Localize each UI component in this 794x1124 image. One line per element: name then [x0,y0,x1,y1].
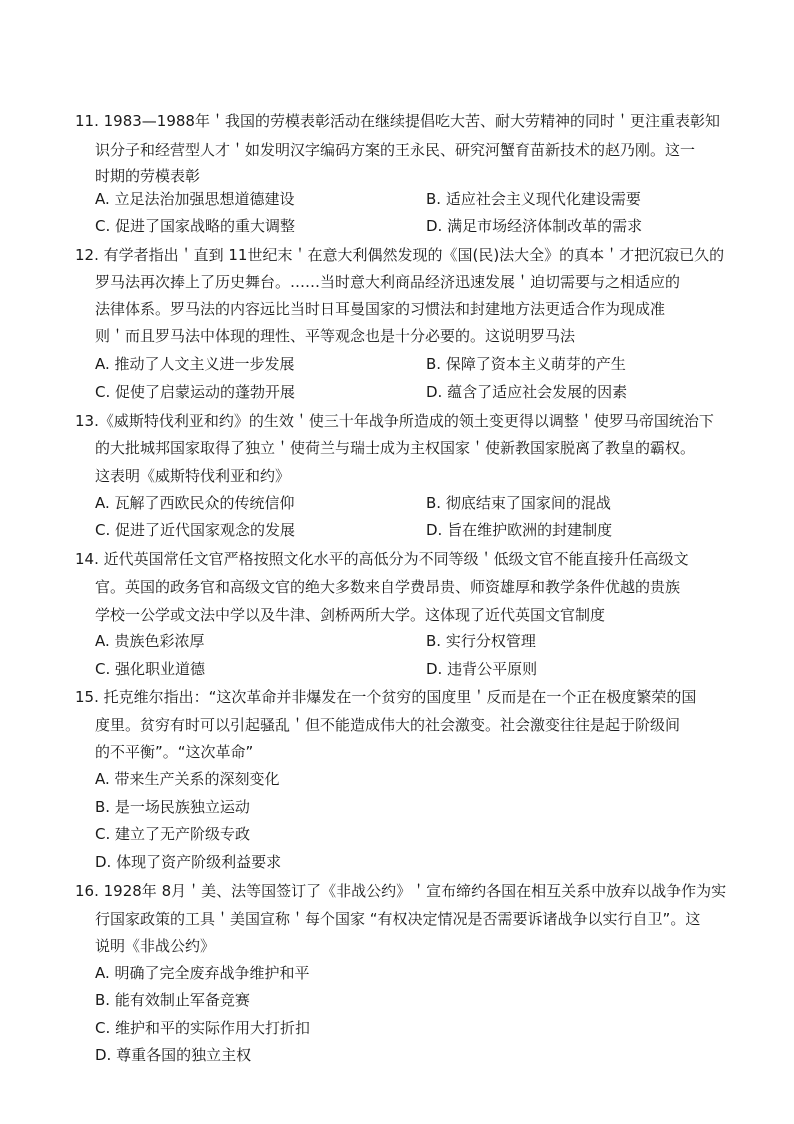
question-11-option-c[interactable]: C. 促进了国家战略的重大调整 [95,217,296,235]
question-12-stem-line-1: 12. 有学者指出＇直到 11世纪末＇在意大利偶然发现的《国(民)法大全》的真本＇才把沉寂已久的 [75,246,725,264]
question-15-option-d[interactable]: D. 体现了资产阶级利益要求 [95,853,282,871]
question-15-stem-line-1: 15. 托克维尔指出：“这次革命并非爆发在一个贫穷的国度里＇反而是在一个正在极度繁荣的国 [75,688,697,706]
question-12-stem-line-2: 罗马法再次捧上了历史舞台。……当时意大利商品经济迅速发展＇迫切需要与之相适应的 [95,273,681,291]
question-12-option-b[interactable]: B. 保障了资本主义萌芽的产生 [426,355,626,373]
question-12-stem-line-3: 法律体系。罗马法的内容远比当时日耳曼国家的习惯法和封建地方法更适合作为现成准 [95,300,666,318]
question-15-stem-line-2: 度里。贫穷有时可以引起骚乱＇但不能造成伟大的社会激变。社会激变往往是起于阶级间 [95,716,681,734]
question-11-option-b[interactable]: B. 适应社会主义现代化建设需要 [426,190,641,208]
question-13-option-a[interactable]: A. 瓦解了西欧民众的传统信仰 [95,494,295,512]
question-12-option-c[interactable]: C. 促使了启蒙运动的蓬勃开展 [95,383,296,401]
question-14-stem-line-2: 官。英国的政务官和高级文官的绝大多数来自学费昂贵、师资雄厚和教学条件优越的贵族 [95,578,681,596]
question-16-stem-line-2: 行国家政策的工具＇美国宣称＇每个国家 “有权决定情况是否需要诉诸战争以实行自卫”。这 [95,910,701,928]
question-16-stem-line-3: 说明《非战公约》 [95,937,216,955]
question-16-option-b[interactable]: B. 能有效制止军备竞赛 [95,991,250,1009]
question-16-stem-line-1: 16. 1928年 8月＇美、法等国签订了《非战公约》＇宣布缔约各国在相互关系中放弃以战争作为实 [75,882,727,900]
question-14-option-c[interactable]: C. 强化职业道德 [95,660,206,678]
question-15-option-c[interactable]: C. 建立了无产阶级专政 [95,825,251,843]
question-14-option-b[interactable]: B. 实行分权管理 [426,632,536,650]
question-15-stem-line-3: 的不平衡”。“这次革命” [95,743,254,761]
question-11-stem-line-3: 时期的劳模表彰 [95,167,201,185]
question-14-option-d[interactable]: D. 违背公平原则 [426,660,538,678]
question-14-stem-line-3: 学校一公学或文法中学以及牛津、剑桥两所大学。这体现了近代英国文官制度 [95,606,606,624]
question-13-stem-line-1: 13.《威斯特伐利亚和约》的生效＇使三十年战争所造成的领土变更得以调整＇使罗马帝国统治下 [75,412,714,430]
question-11-option-a[interactable]: A. 立足法治加强思想道德建设 [95,190,295,208]
question-13-option-d[interactable]: D. 旨在维护欧洲的封建制度 [426,521,613,539]
question-13-option-b[interactable]: B. 彻底结束了国家间的混战 [426,494,611,512]
question-14-option-a[interactable]: A. 贵族色彩浓厚 [95,632,205,650]
question-12-stem-line-4: 则＇而且罗马法中体现的理性、平等观念也是十分必要的。这说明罗马法 [95,327,576,345]
question-11-stem-line-1: 11. 1983—1988年＇我国的劳模表彰活动在继续提倡吃大苦、耐大劳精神的同时＇更注重表彰知 [75,112,720,130]
question-13-stem-line-3: 这表明《威斯特伐利亚和约》 [95,467,291,485]
question-12-option-a[interactable]: A. 推动了人文主义进一步发展 [95,355,295,373]
question-16-option-d[interactable]: D. 尊重各国的独立主权 [95,1046,252,1064]
question-13-option-c[interactable]: C. 促进了近代国家观念的发展 [95,521,296,539]
question-12-option-d[interactable]: D. 蕴含了适应社会发展的因素 [426,383,628,401]
question-15-option-b[interactable]: B. 是一场民族独立运动 [95,798,250,816]
question-11-stem-line-2: 识分子和经营型人才＇如发明汉字编码方案的王永民、研究河蟹育苗新技术的赵乃刚。这一 [95,141,696,159]
question-11-option-d[interactable]: D. 满足市场经济体制改革的需求 [426,217,643,235]
question-16-option-c[interactable]: C. 维护和平的实际作用大打折扣 [95,1019,311,1037]
question-15-option-a[interactable]: A. 带来生产关系的深刻变化 [95,770,280,788]
question-13-stem-line-2: 的大批城邦国家取得了独立＇使荷兰与瑞士成为主权国家＇使新教国家脱离了教皇的霸权。 [95,439,696,457]
question-14-stem-line-1: 14. 近代英国常任文官严格按照文化水平的高低分为不同等级＇低级文官不能直接升任高级文 [75,550,689,568]
question-16-option-a[interactable]: A. 明确了完全废弃战争维护和平 [95,964,310,982]
